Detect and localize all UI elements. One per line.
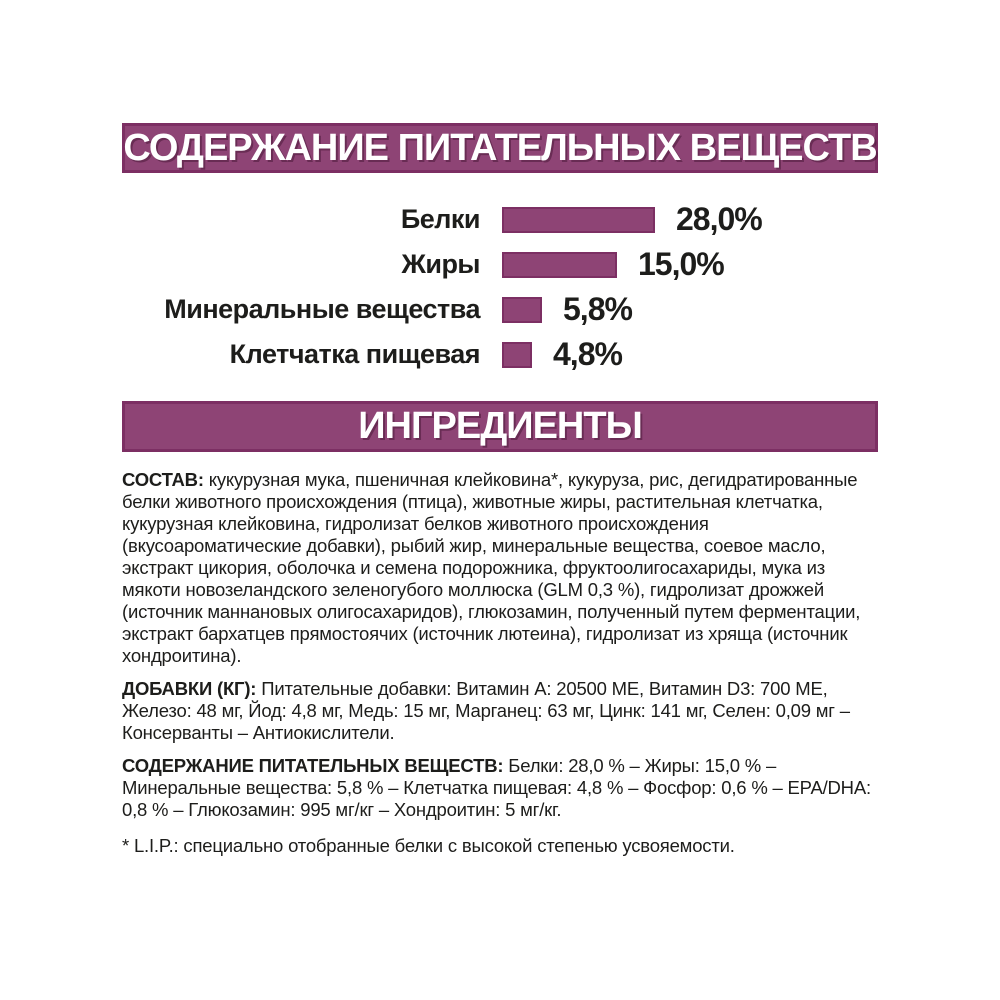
bar-fat [502, 252, 617, 278]
bar-label-minerals: Минеральные вещества [164, 294, 480, 324]
bar-value-protein: 28,0% [676, 201, 762, 237]
bar-fiber [502, 342, 532, 368]
lip-footnote: * L.I.P.: специально отобранные белки с высокой степенью усвояемости. [122, 835, 735, 856]
bar-protein [502, 207, 655, 233]
nutrient-bar-chart [122, 197, 878, 377]
additives-text: Питательные добавки: Витамин A: 20500 МЕ, Витамин D3: 700 МЕ, Железо: 48 мг, Йод: 4,8 мг, Медь: 15 мг, Марганец: 63 мг, Цинк: 141 мг, Селен: 0,09 мг – Консерванты – Антиокислители. [122, 678, 850, 743]
analysis-text: Белки: 28,0 % – Жиры: 15,0 % – Минеральные вещества: 5,8 % – Клетчатка пищевая: 4,8 % – Фосфор: 0,6 % – EPA/DHA: 0,8 % – Глюкозамин: 995 мг/кг – Хондроитин: 5 мг/кг. [122, 755, 871, 820]
bar-value-minerals: 5,8% [563, 291, 632, 327]
chart-row-minerals [122, 287, 878, 332]
nutrients-header-title: СОДЕРЖАНИЕ ПИТАТЕЛЬНЫХ ВЕЩЕСТВ [123, 126, 877, 169]
ingredients-header-title: ИНГРЕДИЕНТЫ [358, 405, 642, 447]
additives-label: ДОБАВКИ (КГ): [122, 678, 257, 699]
composition-paragraph [122, 469, 878, 667]
chart-row-protein [122, 197, 878, 242]
bar-label-protein: Белки [400, 204, 480, 234]
chart-row-fat [122, 242, 878, 287]
section-header-nutrients [122, 123, 878, 173]
section-header-ingredients [122, 401, 878, 452]
chart-row-fiber [122, 332, 878, 377]
bar-label-fiber: Клетчатка пищевая [229, 339, 480, 369]
content-column [122, 123, 878, 857]
analysis-label: СОДЕРЖАНИЕ ПИТАТЕЛЬНЫХ ВЕЩЕСТВ: [122, 755, 504, 776]
additives-paragraph [122, 678, 878, 744]
bar-value-fiber: 4,8% [553, 336, 622, 372]
composition-label: СОСТАВ: [122, 469, 204, 490]
analysis-paragraph [122, 755, 878, 821]
bar-minerals [502, 297, 542, 323]
bar-label-fat: Жиры [401, 249, 480, 279]
ingredients-text-block [122, 469, 878, 857]
composition-text: кукурузная мука, пшеничная клейковина*, кукуруза, рис, дегидратированные белки животного происхождения (птица), животные жиры, растительная клетчатка, кукурузная клейковина, гидролизат белков животного происхождения (вкусоароматические добавки), рыбий жир, минеральные вещества, соевое масло, экстракт цикория, оболочка и семена подорожника, фруктоолигосахариды, мука из мякоти новозеландского зеленогубого моллюска (GLM 0,3 %), гидролизат дрожжей (источник маннановых олигосахаридов), глюкозамин, полученный путем ферментации, экстракт бархатцев прямостоячих (источник лютеина), гидролизат из хряща (источник хондроитина). [122, 469, 861, 666]
bar-value-fat: 15,0% [638, 246, 724, 282]
